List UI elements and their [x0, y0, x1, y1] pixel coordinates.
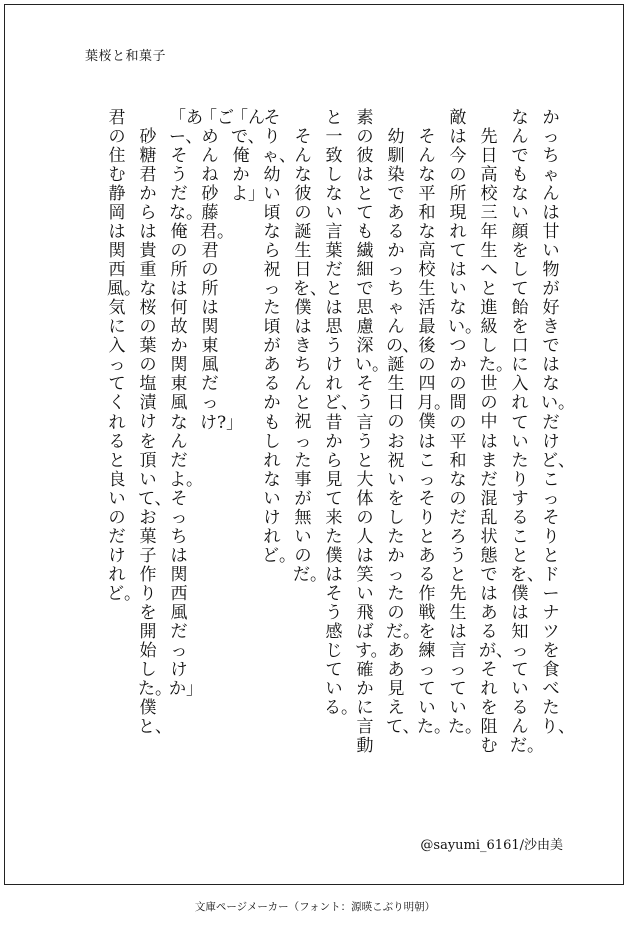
- text-line: 君の住む静岡は関西風。気に入ってくれると良いのだけれど。: [107, 108, 141, 604]
- text-line: なんでもない顔をして飴を口に入れていたりすることを、僕は知っているんだ。: [510, 108, 544, 757]
- text-line: 幼馴染であるかっちゃんの、誕生日のお祝いをしたかったのだ。ああ見えて、: [386, 127, 420, 737]
- text-line: そんな彼の誕生日を、僕はきちんと祝った事が無いのだ。: [293, 127, 327, 585]
- text-line: 砂糖君からは貴重な桜の葉の塩漬けを頂いて、お菓子作りを開始した。僕と、: [138, 127, 172, 737]
- author-credit: @sayumi_6161/沙由美: [420, 838, 563, 853]
- vertical-text-body: [81, 108, 575, 809]
- page-title: 葉桜と和菓子: [85, 49, 167, 64]
- footer-caption: 文庫ページメーカー（フォント：源暎こぶり明朝）: [194, 901, 436, 913]
- text-line: 「んで、俺かよ」: [231, 108, 265, 205]
- text-line: 「ごめんね砂藤君。君の所は関東風だっけ?」: [200, 108, 244, 433]
- text-line: 「あー、そうだな。俺の所は何故か関東風なんだよ。そっちは関西風だっけか」: [169, 108, 203, 699]
- text-line: 敵は今の所現れてはいない。つかの間の平和なのだろうと先生は言っていた。: [448, 108, 482, 737]
- text-line: と一致しない言葉だとは思うけれど、昔から見て来た僕はそう感じている。: [324, 108, 358, 718]
- text-line: かっちゃんは甘い物が好きではない。だけど、こっそりとドーナツを食べたり、: [541, 108, 575, 737]
- text-line: そりゃ、幼い頃なら祝った頃があるかもしれないけれど。: [262, 108, 296, 566]
- manuscript-page: [4, 4, 624, 885]
- text-line: そんな平和な高校生活最後の四月。僕はこっそりとある作戦を練っていた。: [417, 127, 451, 737]
- text-line: 先日高校三年生へと進級した。世の中はまだ混乱状態ではあるが、それを阻む: [479, 127, 513, 756]
- text-line: 素の彼はとても繊細で思慮深い。そう言うと大体の人は笑い飛ばす。確かに言動: [355, 108, 389, 757]
